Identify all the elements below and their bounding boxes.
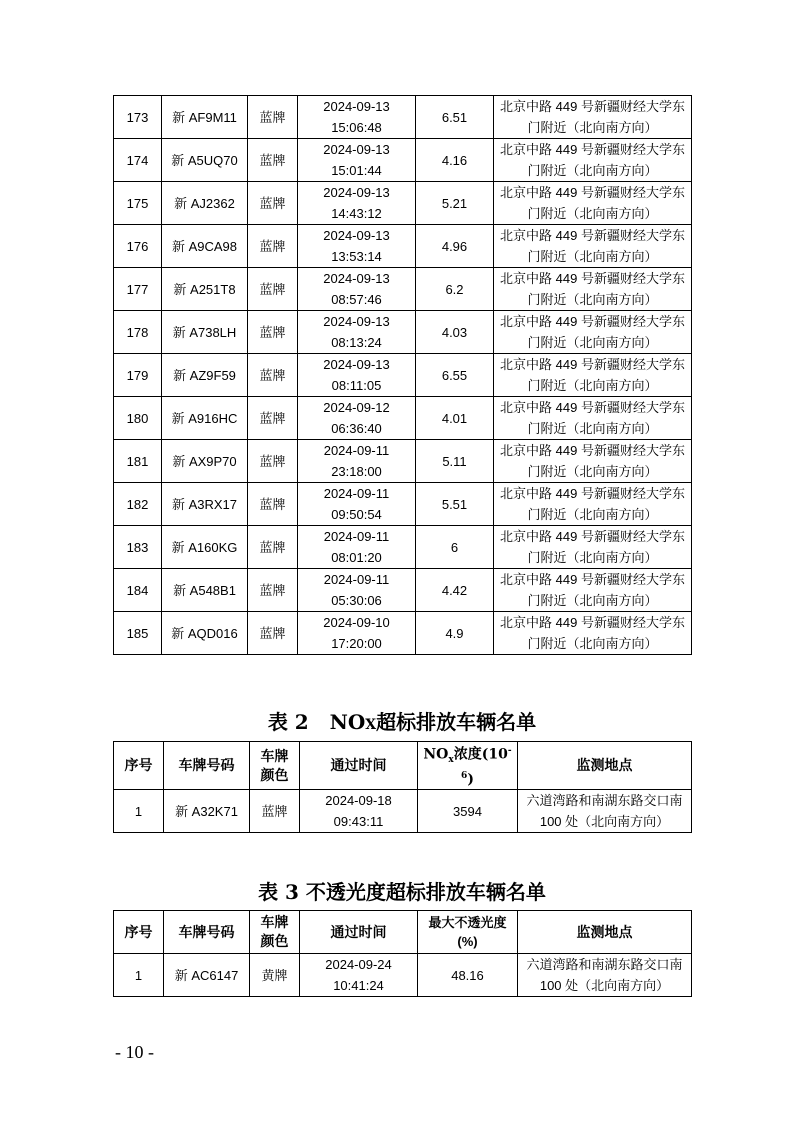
cell-pass-time: 2024-09-12 06:36:40 <box>298 397 416 440</box>
cell-plate-color: 黄牌 <box>250 954 300 997</box>
cell-value: 5.11 <box>416 440 494 483</box>
cell-plate: 新 A160KG <box>162 526 248 569</box>
cell-value: 4.03 <box>416 311 494 354</box>
cell-value: 6.2 <box>416 268 494 311</box>
cell-plate-color: 蓝牌 <box>248 182 298 225</box>
cell-no: 181 <box>114 440 162 483</box>
cell-no: 184 <box>114 569 162 612</box>
cell-value: 4.96 <box>416 225 494 268</box>
cell-plate: 新 AZ9F59 <box>162 354 248 397</box>
cell-plate-color: 蓝牌 <box>248 268 298 311</box>
table-row <box>114 311 692 354</box>
cell-pass-time: 2024-09-13 14:43:12 <box>298 182 416 225</box>
cell-plate: 新 A5UQ70 <box>162 139 248 182</box>
header-plate-color: 车牌 颜色 <box>250 742 300 790</box>
cell-pass-time: 2024-09-11 23:18:00 <box>298 440 416 483</box>
cell-plate-color: 蓝牌 <box>248 354 298 397</box>
table-row <box>114 612 692 655</box>
header-pass-time: 通过时间 <box>300 911 418 954</box>
cell-value: 4.9 <box>416 612 494 655</box>
cell-plate-color: 蓝牌 <box>248 311 298 354</box>
table-row <box>114 526 692 569</box>
cell-no: 174 <box>114 139 162 182</box>
table-row <box>114 954 692 997</box>
table-2-header-row <box>114 742 692 790</box>
table-row <box>114 96 692 139</box>
cell-location: 北京中路 449 号新疆财经大学东 门附近（北向南方向） <box>494 354 692 397</box>
cell-plate: 新 A916HC <box>162 397 248 440</box>
cell-plate: 新 AQD016 <box>162 612 248 655</box>
cell-no: 179 <box>114 354 162 397</box>
cell-no: 176 <box>114 225 162 268</box>
table-2-title: 表 2 NOX超标排放车辆名单 <box>267 710 537 734</box>
cell-location: 北京中路 449 号新疆财经大学东 门附近（北向南方向） <box>494 440 692 483</box>
cell-no: 173 <box>114 96 162 139</box>
cell-pass-time: 2024-09-13 08:11:05 <box>298 354 416 397</box>
cell-plate-color: 蓝牌 <box>248 612 298 655</box>
cell-plate: 新 AC6147 <box>164 954 250 997</box>
cell-plate-color: 蓝牌 <box>248 483 298 526</box>
cell-plate: 新 AX9P70 <box>162 440 248 483</box>
table-row <box>114 268 692 311</box>
cell-pass-time: 2024-09-11 08:01:20 <box>298 526 416 569</box>
cell-location: 北京中路 449 号新疆财经大学东 门附近（北向南方向） <box>494 612 692 655</box>
cell-plate-color: 蓝牌 <box>248 96 298 139</box>
table-row <box>114 354 692 397</box>
cell-pass-time: 2024-09-10 17:20:00 <box>298 612 416 655</box>
cell-plate-color: 蓝牌 <box>248 139 298 182</box>
table-2-nox <box>113 741 692 833</box>
cell-value: 5.51 <box>416 483 494 526</box>
cell-plate: 新 A548B1 <box>162 569 248 612</box>
cell-plate: 新 AF9M11 <box>162 96 248 139</box>
cell-location: 北京中路 449 号新疆财经大学东 门附近（北向南方向） <box>494 225 692 268</box>
table-row <box>114 483 692 526</box>
cell-location: 北京中路 449 号新疆财经大学东 门附近（北向南方向） <box>494 397 692 440</box>
table-row <box>114 225 692 268</box>
cell-plate: 新 A32K71 <box>164 790 250 833</box>
cell-location: 北京中路 449 号新疆财经大学东 门附近（北向南方向） <box>494 311 692 354</box>
table-row <box>114 139 692 182</box>
header-plate: 车牌号码 <box>164 742 250 790</box>
header-location: 监测地点 <box>518 742 692 790</box>
table-1-body <box>114 96 692 655</box>
table-3-opacity <box>113 910 692 997</box>
cell-pass-time: 2024-09-11 05:30:06 <box>298 569 416 612</box>
cell-pass-time: 2024-09-13 13:53:14 <box>298 225 416 268</box>
cell-value: 4.01 <box>416 397 494 440</box>
cell-nox-value: 3594 <box>418 790 518 833</box>
cell-no: 175 <box>114 182 162 225</box>
cell-no: 177 <box>114 268 162 311</box>
cell-location: 北京中路 449 号新疆财经大学东 门附近（北向南方向） <box>494 569 692 612</box>
cell-location: 北京中路 449 号新疆财经大学东 门附近（北向南方向） <box>494 268 692 311</box>
cell-plate: 新 A738LH <box>162 311 248 354</box>
cell-plate: 新 A251T8 <box>162 268 248 311</box>
cell-plate: 新 A9CA98 <box>162 225 248 268</box>
cell-plate: 新 A3RX17 <box>162 483 248 526</box>
cell-location: 北京中路 449 号新疆财经大学东 门附近（北向南方向） <box>494 139 692 182</box>
cell-no: 183 <box>114 526 162 569</box>
cell-value: 4.42 <box>416 569 494 612</box>
header-no: 序号 <box>114 911 164 954</box>
cell-location: 北京中路 449 号新疆财经大学东 门附近（北向南方向） <box>494 483 692 526</box>
cell-pass-time: 2024-09-18 09:43:11 <box>300 790 418 833</box>
table-row <box>114 182 692 225</box>
cell-value: 5.21 <box>416 182 494 225</box>
cell-plate-color: 蓝牌 <box>248 526 298 569</box>
header-location: 监测地点 <box>518 911 692 954</box>
cell-location: 北京中路 449 号新疆财经大学东 门附近（北向南方向） <box>494 182 692 225</box>
header-max-opacity: 最大不透光度 (%) <box>418 911 518 954</box>
cell-value: 4.16 <box>416 139 494 182</box>
header-plate: 车牌号码 <box>164 911 250 954</box>
table-row <box>114 397 692 440</box>
cell-value: 6 <box>416 526 494 569</box>
cell-location: 六道湾路和南湖东路交口南 100 处（北向南方向） <box>518 790 692 833</box>
cell-pass-time: 2024-09-13 08:13:24 <box>298 311 416 354</box>
cell-no: 178 <box>114 311 162 354</box>
cell-no: 185 <box>114 612 162 655</box>
cell-value: 6.51 <box>416 96 494 139</box>
cell-plate-color: 蓝牌 <box>248 225 298 268</box>
cell-pass-time: 2024-09-24 10:41:24 <box>300 954 418 997</box>
cell-pass-time: 2024-09-13 15:06:48 <box>298 96 416 139</box>
cell-pass-time: 2024-09-13 08:57:46 <box>298 268 416 311</box>
cell-pass-time: 2024-09-11 09:50:54 <box>298 483 416 526</box>
cell-plate-color: 蓝牌 <box>248 397 298 440</box>
header-plate-color: 车牌 颜色 <box>250 911 300 954</box>
cell-plate: 新 AJ2362 <box>162 182 248 225</box>
cell-pass-time: 2024-09-13 15:01:44 <box>298 139 416 182</box>
table-row <box>114 440 692 483</box>
cell-plate-color: 蓝牌 <box>248 569 298 612</box>
cell-no: 1 <box>114 790 164 833</box>
table-row <box>114 790 692 833</box>
cell-location: 六道湾路和南湖东路交口南 100 处（北向南方向） <box>518 954 692 997</box>
cell-value: 6.55 <box>416 354 494 397</box>
table-3-header-row <box>114 911 692 954</box>
cell-location: 北京中路 449 号新疆财经大学东 门附近（北向南方向） <box>494 526 692 569</box>
cell-location: 北京中路 449 号新疆财经大学东 门附近（北向南方向） <box>494 96 692 139</box>
cell-opacity-value: 48.16 <box>418 954 518 997</box>
page-number: - 10 - <box>115 1042 154 1062</box>
cell-no: 1 <box>114 954 164 997</box>
table-1-continuation <box>113 95 692 655</box>
table-3-title: 表 3 不透光度超标排放车辆名单 <box>258 880 546 904</box>
cell-plate-color: 蓝牌 <box>250 790 300 833</box>
header-nox-concentration: $NO_x$浓度$(10^{-6})$ <box>418 742 518 790</box>
header-no: 序号 <box>114 742 164 790</box>
cell-no: 180 <box>114 397 162 440</box>
cell-plate-color: 蓝牌 <box>248 440 298 483</box>
cell-no: 182 <box>114 483 162 526</box>
table-row <box>114 569 692 612</box>
header-pass-time: 通过时间 <box>300 742 418 790</box>
